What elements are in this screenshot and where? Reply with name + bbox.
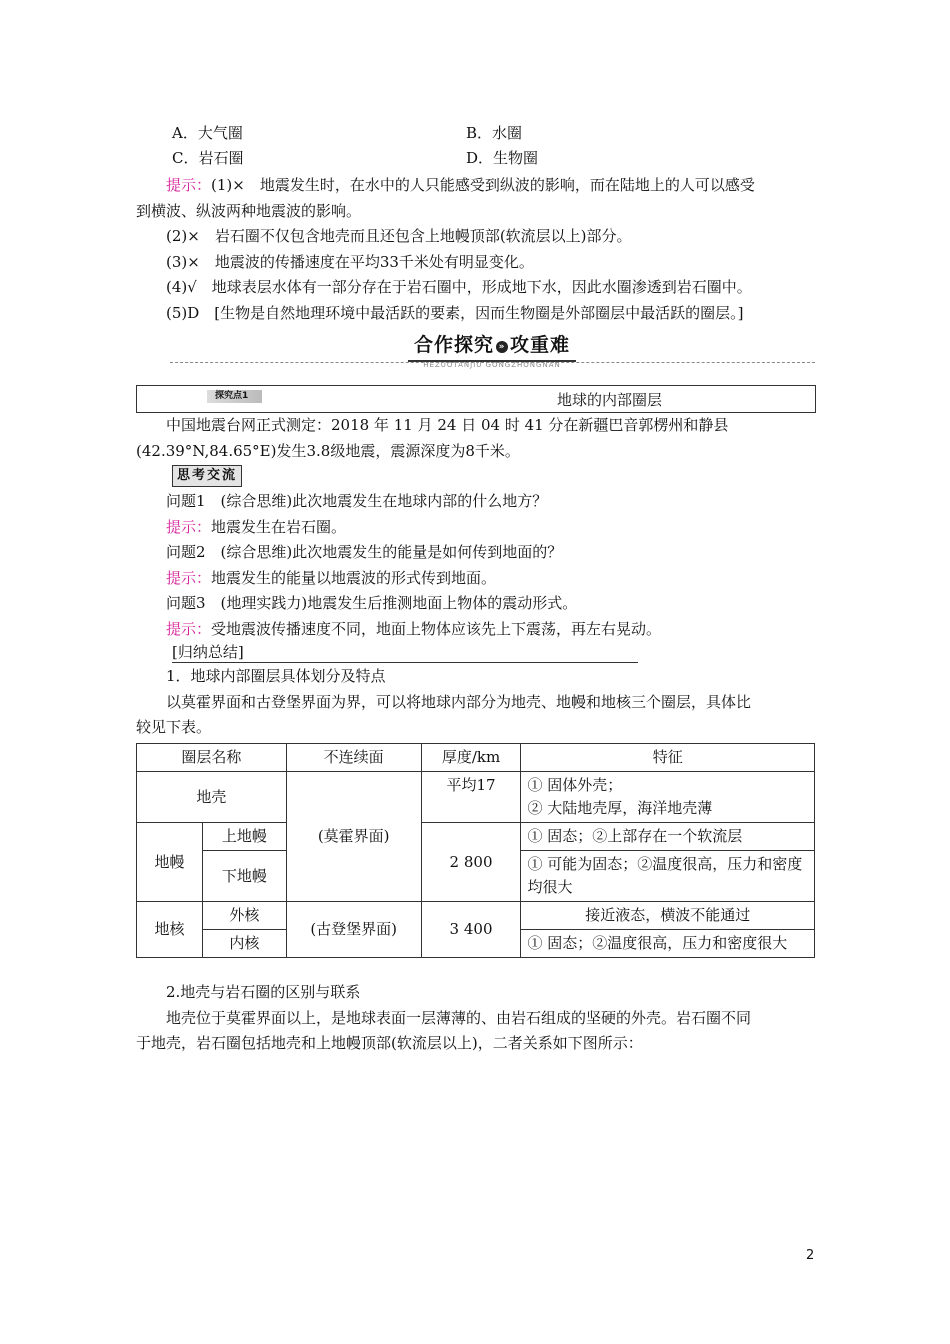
- mantle-cell: 地幔: [137, 823, 203, 902]
- section-banner: [170, 332, 815, 372]
- think-label: 思考交流: [172, 465, 242, 487]
- summary-block-2: 2.地壳与岩石圈的区别与联系 地壳位于莫霍界面以上，是地球表面一层薄薄的、由岩石组成的坚硬的外壳。岩石圈不同 于地壳，岩石圈包括地壳和上地幔顶部(软流层以上)，二者关系如下图所示：: [136, 980, 816, 1057]
- think-block: [136, 489, 816, 642]
- header-cell: 厚度/km: [421, 744, 521, 772]
- hint-2: (2)× 岩石圈不仅包含地壳而且还包含上地幔顶部(软流层以上)部分。: [166, 227, 632, 245]
- answer-3: 提示：受地震波传播速度不同，地面上物体应该先上下震荡，再左右晃动。: [166, 619, 662, 638]
- banner-title: 合作探究 » 攻重难: [408, 332, 576, 362]
- option-d: D．生物圈: [466, 149, 539, 167]
- outer-core-feature: 接近液态，横波不能通过: [521, 902, 815, 930]
- topic-title: 地球的内部圈层: [557, 391, 663, 409]
- arrow-icon: »: [496, 341, 508, 353]
- table-row: [137, 823, 815, 851]
- banner-divider: [170, 362, 815, 363]
- table-row: [137, 772, 815, 823]
- option-b: B．水圈: [466, 124, 523, 142]
- summary-block-1: 1．地球内部圈层具体划分及特点 以莫霍界面和古登堡界面为界，可以将地球内部分为地壳、地幔和地核三个圈层，具体比 较见下表。: [136, 664, 816, 741]
- outer-core-cell: 外核: [202, 902, 286, 930]
- header-cell: 圈层名称: [137, 744, 287, 772]
- moho-cell: (莫霍界面): [286, 772, 421, 902]
- lower-mantle-feature: ① 可能为固态；②温度很高，压力和密度均很大: [521, 851, 815, 902]
- page-number: 2: [806, 1248, 815, 1263]
- header-cell: 特征: [521, 744, 815, 772]
- lower-mantle-cell: 下地幔: [202, 851, 286, 902]
- hint-1-cont: 到横波、纵波两种地震波的影响。: [136, 201, 362, 220]
- crust-cell: 地壳: [137, 772, 287, 823]
- banner-subtitle: HEZUOTANJIU GONGZHONGNAN: [423, 361, 561, 369]
- answer-1: 提示：地震发生在岩石圈。: [166, 517, 347, 536]
- topic-box: [136, 385, 816, 413]
- crust-thickness: 平均17: [421, 772, 521, 823]
- table-row: [137, 902, 815, 930]
- header-cell: 不连续面: [286, 744, 421, 772]
- inner-core-feature: ① 固态；②温度很高，压力和密度很大: [521, 930, 815, 958]
- option-c: C．岩石圈: [172, 149, 244, 167]
- summary-2-title: 2.地壳与岩石圈的区别与联系: [166, 983, 361, 1001]
- question-2: 问题2 (综合思维)此次地震发生的能量是如何传到地面的？: [166, 543, 563, 561]
- answer-2: 提示：地震发生的能量以地震波的形式传到地面。: [166, 568, 497, 587]
- hint-block: [136, 173, 816, 326]
- summary-1-title: 1．地球内部圈层具体划分及特点: [166, 667, 386, 685]
- layers-table: [136, 743, 815, 958]
- hint-4: (4)√ 地球表层水体有一部分存在于岩石圈中，形成地下水，因此水圈渗透到岩石圈中。: [166, 278, 752, 296]
- hint-label: 提示：: [166, 176, 212, 194]
- summary-label: [归纳总结]: [172, 643, 638, 663]
- core-thickness: 3 400: [421, 902, 521, 958]
- inner-core-cell: 内核: [202, 930, 286, 958]
- question-1: 问题1 (综合思维)此次地震发生在地球内部的什么地方？: [166, 492, 548, 510]
- question-3: 问题3 (地理实践力)地震发生后推测地面上物体的震动形式。: [166, 594, 578, 612]
- option-a: A．大气圈: [172, 124, 243, 142]
- table-header-row: [137, 744, 815, 772]
- hint-1: 提示：(1)× 地震发生时，在水中的人只能感受到纵波的影响，而在陆地上的人可以感受: [166, 176, 755, 194]
- upper-mantle-feature: ① 固态；②上部存在一个软流层: [521, 823, 815, 851]
- hint-3: (3)× 地震波的传播速度在平均33千米处有明显变化。: [166, 252, 534, 271]
- hint-5: (5)D [生物是自然地理环境中最活跃的要素，因而生物圈是外部圈层中最活跃的圈层。]: [166, 303, 744, 322]
- intro-paragraph: 中国地震台网正式测定：2018 年 11 月 24 日 04 时 41 分在新疆巴音郭楞州和静县 (42.39°N,84.65°E)发生3.8级地震，震源深度为8千米。: [136, 416, 729, 460]
- topic-tag: 探究点1: [207, 390, 262, 403]
- crust-feature: ① 固体外壳； ② 大陆地壳厚，海洋地壳薄: [521, 772, 815, 823]
- upper-mantle-cell: 上地幔: [202, 823, 286, 851]
- mantle-thickness: 2 800: [421, 823, 521, 902]
- gutenberg-cell: (古登堡界面): [286, 902, 421, 958]
- core-cell: 地核: [137, 902, 203, 958]
